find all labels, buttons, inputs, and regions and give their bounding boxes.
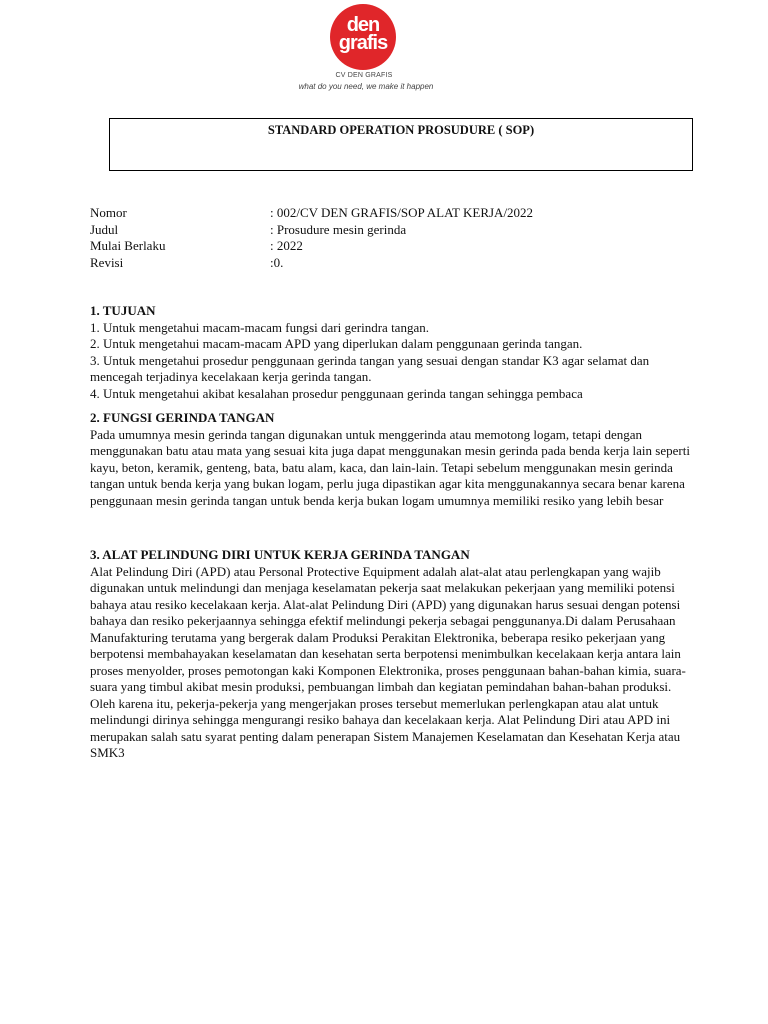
section-heading: 1. TUJUAN	[90, 303, 156, 318]
document-meta	[90, 205, 533, 271]
logo-text-line1: den	[346, 14, 380, 36]
list-item: 1. Untuk mengetahui macam-macam fungsi dari gerindra tangan.	[90, 319, 429, 335]
section-paragraph: Alat Pelindung Diri (APD) atau Personal Protective Equipment adalah alat-alat atau perlengkapan yang wajib digunakan untuk melindungi dan menjaga keselamatan pekerja saat melakukan pekerjaan yang memiliki potensi bahaya atau resiko kecelakaan kerja. Alat-alat Pelindung Diri (APD) yang digunakan harus sesuai dengan potensi bahaya dan resiko pekerjaannya sehingga efektif melindungi pekerja sebagai penggunanya.Di dalam Perusahaan Manufakturing terutama yang bergerak dalam Produksi Perakitan Elektronika, beberapa resiko pekerjaan yang berpotensi membahayakan keselamatan dan kesehatan serta berpotensi menimbulkan kecelakaan kerja antara lain proses menyolder, proses pemotongan kaki Komponen Elektronika, proses penggunaan bahan-bahan kimia, suara-suara yang timbul akibat mesin produksi, pembuangan limbah dan kegiatan pemindahan bahan-bahan produksi. Oleh karena itu, pekerja-pekerja yang mengerjakan proses tersebut memerlukan perlengkapan atau alat untuk melindungi dirinya sehingga mengurangi resiko bahaya dan kecelakaan kerja. Alat Pelindung Diri atau APD ini merupakan salah satu syarat penting dalam penerapan Sistem Manajemen Keselamatan dan Kesehatan Kerja atau SMK3	[90, 563, 686, 760]
meta-row-revisi	[90, 255, 533, 272]
list-item: 3. Untuk mengetahui prosedur penggunaan gerinda tangan yang sesuai dengan standar K3 agar selamat dan mencegah terjadinya kecelakaan kerja gerinda tangan.	[90, 352, 650, 384]
meta-row-mulai-berlaku	[90, 238, 533, 255]
meta-row-judul	[90, 222, 533, 239]
section-heading: 3. ALAT PELINDUNG DIRI UNTUK KERJA GERINDA TANGAN	[90, 547, 470, 562]
section-tujuan	[90, 303, 690, 402]
meta-label: Revisi	[90, 254, 124, 270]
logo-text-line2: grafis	[338, 32, 388, 54]
list-item: 2. Untuk mengetahui macam-macam APD yang diperlukan dalam penggunaan gerinda tangan.	[90, 336, 583, 351]
section-apd	[90, 547, 690, 762]
logo-tagline: what do you need, we make it happen	[298, 82, 434, 91]
document-body	[90, 303, 690, 762]
meta-value: :0.	[270, 254, 284, 270]
section-paragraph: Pada umumnya mesin gerinda tangan digunakan untuk menggerinda atau memotong logam, tetapi dengan menggunakan batu atau mata yang sesuai kita juga dapat menggunakan mesin gerinda pada benda kerja lain seperti kayu, beton, keramik, genteng, bata, batu alam, kaca, dan lain-lain. Tetapi sebelum menggunakan mesin gerinda tangan untuk benda kerja yang bukan logam, perlu juga dipastikan agar kita menggunakannya secara benar karena penggunaan mesin gerinda tangan untuk benda kerja bukan logam umumnya memiliki resiko yang lebih besar	[90, 426, 690, 508]
meta-value: : Prosudure mesin gerinda	[270, 221, 407, 237]
list-item: 4. Untuk mengetahui akibat kesalahan prosedur penggunaan gerinda tangan sehingga pembaca	[90, 385, 583, 401]
document-title: STANDARD OPERATION PROSUDURE ( SOP)	[267, 123, 535, 137]
logo-company-name: CV DEN GRAFIS	[335, 72, 393, 79]
section-fungsi-gerinda	[90, 410, 690, 509]
meta-label: Nomor	[90, 205, 127, 220]
company-logo	[280, 4, 452, 96]
meta-value: : 2022	[270, 238, 303, 253]
logo-circle-icon	[330, 4, 396, 70]
meta-row-nomor	[90, 205, 533, 222]
section-heading: 2. FUNGSI GERINDA TANGAN	[90, 410, 275, 425]
meta-label: Mulai Berlaku	[90, 238, 166, 253]
title-box	[109, 118, 693, 171]
meta-value: : 002/CV DEN GRAFIS/SOP ALAT KERJA/2022	[270, 205, 534, 220]
meta-label: Judul	[90, 221, 119, 237]
